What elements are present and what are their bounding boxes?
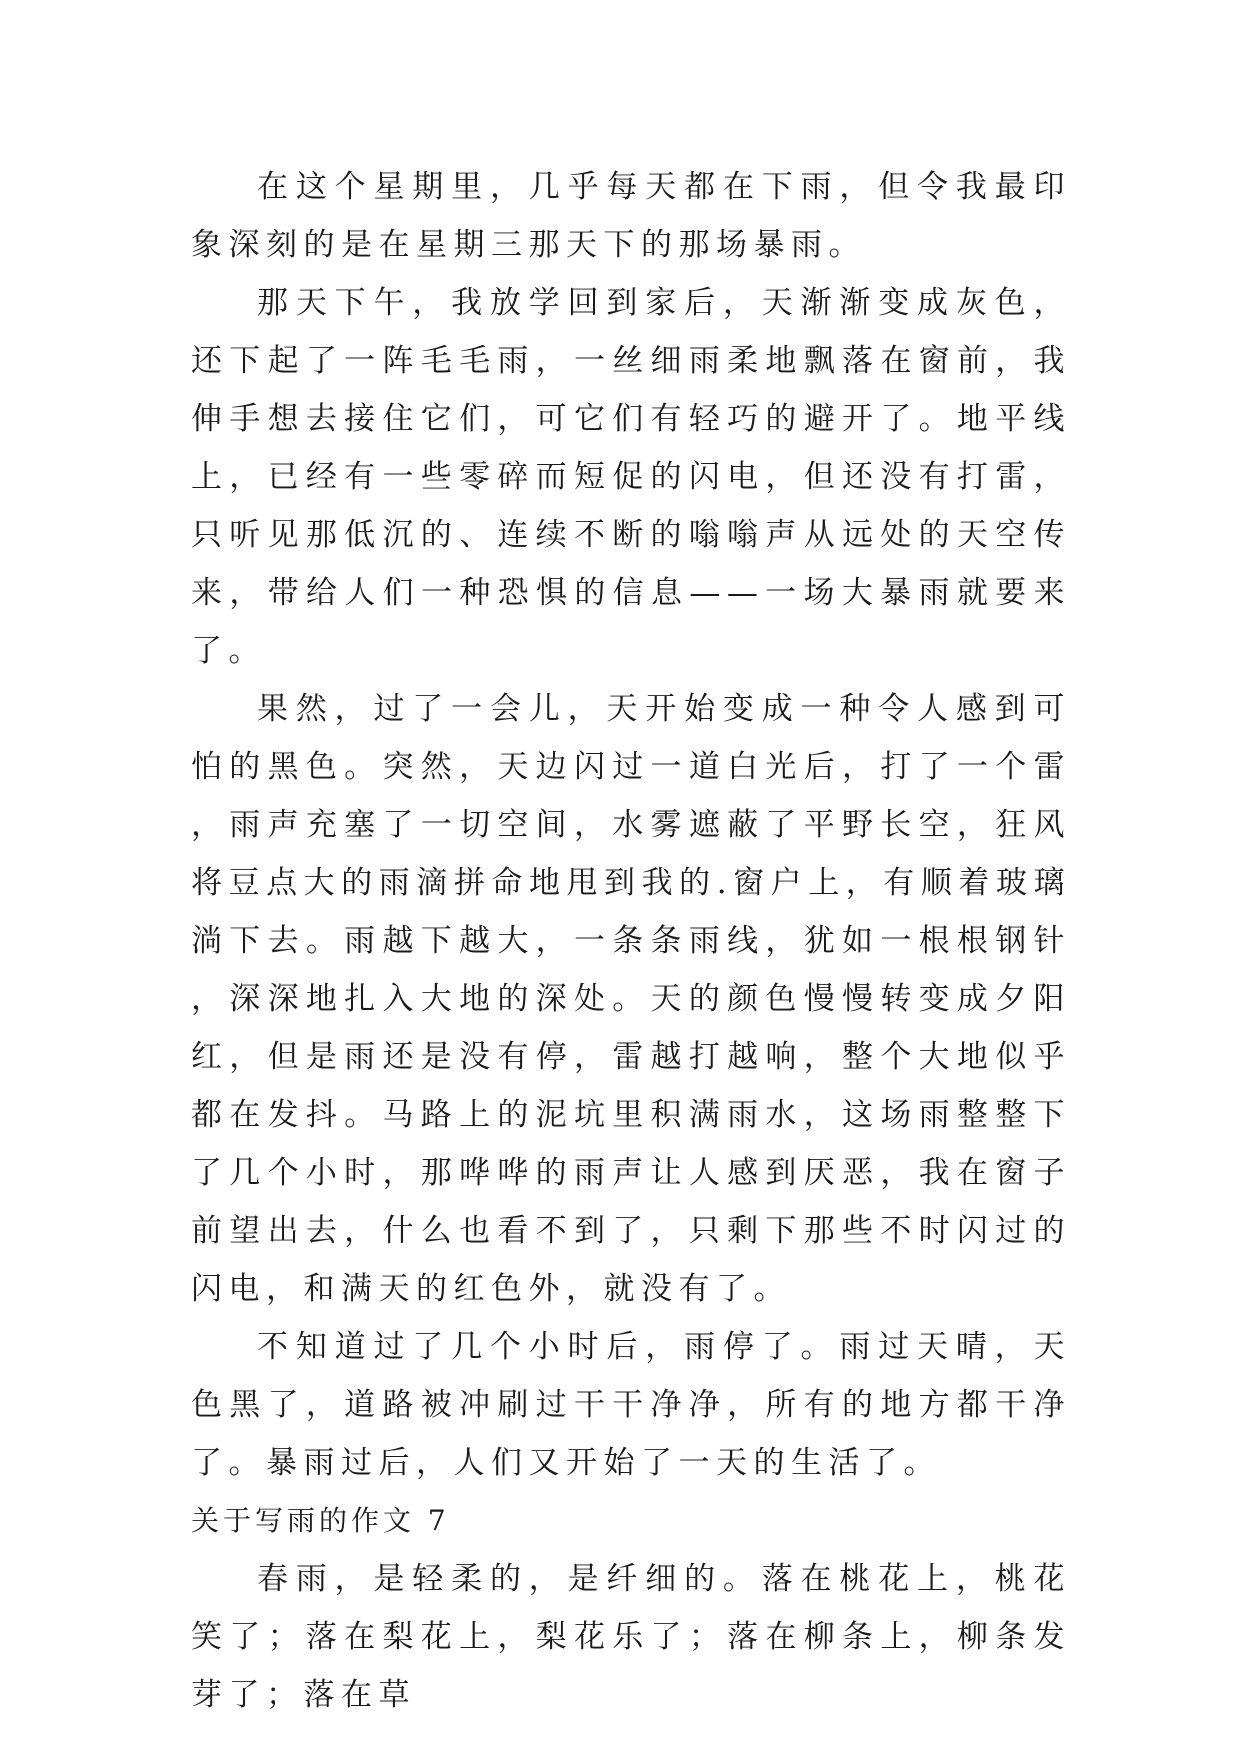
paragraph-rainy-week: 在这个星期里，几乎每天都在下雨，但令我最印象深刻的是在星期三那天下的那场暴雨。 bbox=[191, 169, 1071, 263]
paragraph-after-rain: 不知道过了几个小时后，雨停了。雨过天晴，天色黑了，道路被冲刷过干干净净，所有的地方都干净了。暴雨过后，人们又开始了一天的生活了。 bbox=[191, 1329, 1071, 1481]
paragraph-afternoon-drizzle: 那天下午，我放学回到家后，天渐渐变成灰色，还下起了一阵毛毛雨，一丝细雨柔地飘落在窗前，我伸手想去接住它们，可它们有轻巧的避开了。地平线上，已经有一些零碎而短促的闪电，但还没有打雷，只听见那低沉的、连续不断的嗡嗡声从远处的天空传来，带给人们一种恐惧的信息——一场大暴雨就要来了。 bbox=[191, 285, 1071, 669]
document-body bbox=[191, 158, 1071, 1724]
section-heading: 关于写雨的作文 7 bbox=[191, 1504, 450, 1537]
paragraph-storm: 果然，过了一会儿，天开始变成一种令人感到可怕的黑色。突然，天边闪过一道白光后，打了一个雷，雨声充塞了一切空间，水雾遮蔽了平野长空，狂风将豆点大的雨滴拼命地甩到我的.窗户上，有顺着玻璃淌下去。雨越下越大，一条条雨线，犹如一根根钢针，深深地扎入大地的深处。天的颜色慢慢转变成夕阳红，但是雨还是没有停，雷越打越响，整个大地似乎都在发抖。马路上的泥坑里积满雨水，这场雨整整下了几个小时，那哗哗的雨声让人感到厌恶，我在窗子前望出去，什么也看不到了，只剩下那些不时闪过的闪电，和满天的红色外，就没有了。 bbox=[191, 691, 1071, 1307]
paragraph-spring-rain: 春雨，是轻柔的，是纤细的。落在桃花上，桃花笑了；落在梨花上，梨花乐了；落在柳条上，柳条发芽了；落在草 bbox=[191, 1561, 1071, 1713]
